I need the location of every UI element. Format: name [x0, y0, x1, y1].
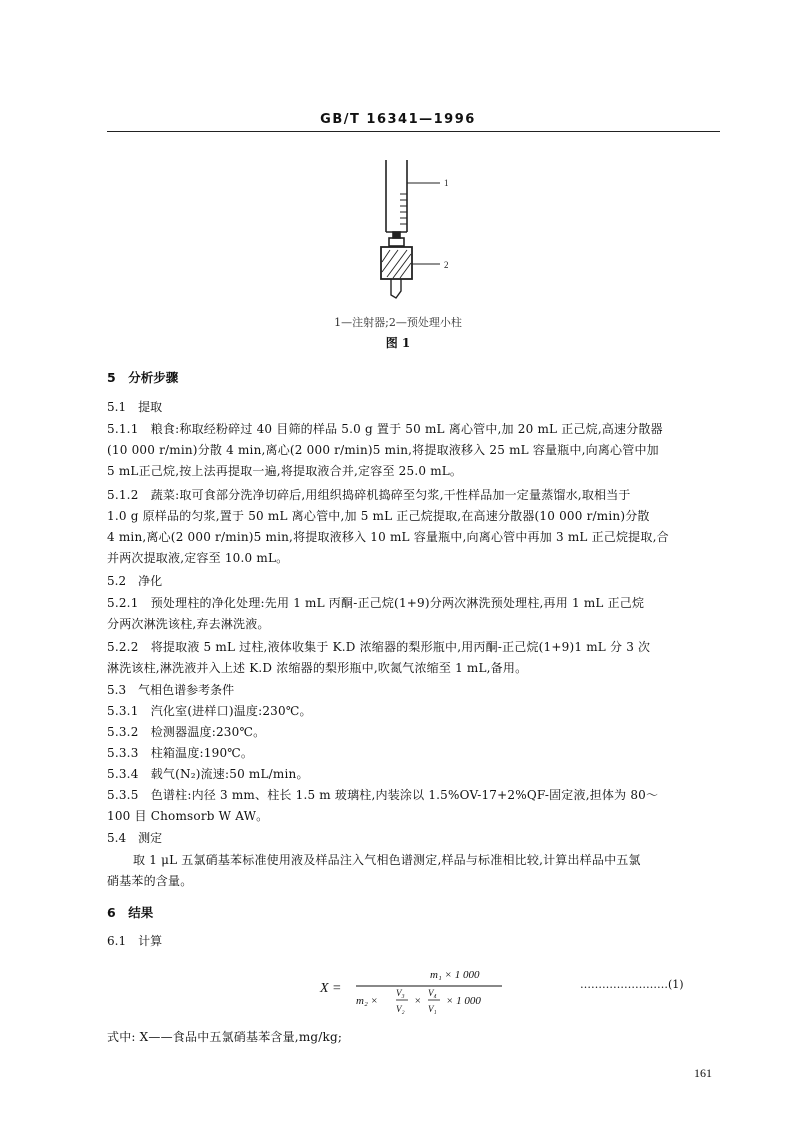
figure-number: 图 1 [385, 336, 411, 350]
formula-v1: V₁ [428, 1004, 437, 1014]
formula-times: × [414, 995, 422, 1007]
figure-label-2: 2 [444, 260, 449, 270]
section-5-1-1-line-1: 5.1.1 粮食:称取经粉碎过 40 目筛的样品 5.0 g 置于 50 mL 离心管中,加 20 mL 正己烷,高速分散器 [107, 422, 663, 436]
figure-label-1: 1 [444, 178, 449, 188]
section-5-4-line-2: 硝基苯的含量。 [107, 874, 193, 888]
formula-v2: V₂ [396, 1004, 405, 1014]
section-5-4-title: 5.4 测定 [107, 831, 163, 845]
section-5-2-2-line-1: 5.2.2 将提取液 5 mL 过柱,液体收集于 K.D 浓缩器的梨形瓶中,用丙酮-正己烷(1+9)1 mL 分 3 次 [107, 640, 651, 654]
section-6-title: 6 结果 [107, 905, 154, 920]
section-5-1-1-line-3: 5 mL正己烷,按上法再提取一遍,将提取液合并,定容至 25.0 mL。 [107, 464, 463, 478]
section-5-2-2-line-2: 淋洗该柱,淋洗液并入上述 K.D 浓缩器的梨形瓶中,吹氮气浓缩至 1 mL,备用。 [107, 661, 528, 675]
page-number: 161 [694, 1066, 712, 1080]
section-5-2-1-line-1: 5.2.1 预处理柱的净化处理:先用 1 mL 丙酮-正己烷(1+9)分两次淋洗预处理柱,再用 1 mL 正己烷 [107, 596, 645, 610]
syringe-column-figure [360, 150, 470, 310]
section-5-1-2-line-3: 4 min,离心(2 000 r/min)5 min,将提取液移入 10 mL 容量瓶中,向离心管中再加 3 mL 正己烷提取,合 [107, 530, 669, 544]
section-5-1-2-line-4: 并两次提取液,定容至 10.0 mL。 [107, 551, 289, 565]
section-5-3-2: 5.3.2 检测器温度:230℃。 [107, 725, 266, 739]
header-rule [107, 131, 720, 132]
formula-den-b: × 1 000 [446, 995, 481, 1007]
formula-v4: V₄ [428, 988, 437, 998]
standard-header: GB/T 16341—1996 [320, 112, 476, 127]
section-5-3-4: 5.3.4 载气(N₂)流速:50 mL/min。 [107, 767, 309, 781]
formula-lhs: X = [320, 981, 342, 996]
section-5-1-2-line-1: 5.1.2 蔬菜:取可食部分洗净切碎后,用组织捣碎机捣碎至匀浆,干性样品加一定量蒸馏水,取相当于 [107, 488, 631, 502]
section-5-1-2-line-2: 1.0 g 原样品的匀浆,置于 50 mL 离心管中,加 5 mL 正己烷提取,在高速分散器(10 000 r/min)分散 [107, 509, 650, 523]
formula-numerator: m₁ × 1 000 [430, 969, 480, 981]
section-5-4-line-1: 取 1 μL 五氯硝基苯标准使用液及样品注入气相色谱测定,样品与标准相比较,计算出样品中五氯 [133, 853, 641, 867]
calculation-formula [318, 962, 568, 1018]
formula-equation-number: ……………………(1) [580, 978, 684, 991]
section-5-2-1-line-2: 分两次淋洗该柱,弃去淋洗液。 [107, 617, 270, 631]
figure-caption: 1—注射器;2—预处理小柱 [334, 316, 462, 329]
section-5-3-title: 5.3 气相色谱参考条件 [107, 683, 235, 697]
formula-v3: V₃ [396, 988, 405, 998]
section-5-3-5-line-2: 100 目 Chomsorb W AW。 [107, 809, 269, 823]
section-5-3-5-line-1: 5.3.5 色谱柱:内径 3 mm、柱长 1.5 m 玻璃柱,内装涂以 1.5%OV-17+2%QF-固定液,担体为 80～ [107, 788, 659, 802]
formula-den-a: m₂ × [356, 995, 378, 1007]
section-6-1-title: 6.1 计算 [107, 934, 163, 948]
section-5-2-title: 5.2 净化 [107, 574, 163, 588]
section-5-title: 5 分析步骤 [107, 370, 179, 385]
section-5-3-1: 5.3.1 汽化室(进样口)温度:230℃。 [107, 704, 312, 718]
section-5-1-1-line-2: (10 000 r/min)分散 4 min,离心(2 000 r/min)5 min,将提取液移入 25 mL 容量瓶中,向离心管中加 [107, 443, 659, 457]
section-5-3-3: 5.3.3 柱箱温度:190℃。 [107, 746, 254, 760]
section-5-1-title: 5.1 提取 [107, 400, 163, 414]
formula-where-line: 式中: X——食品中五氯硝基苯含量,mg/kg; [107, 1030, 343, 1044]
